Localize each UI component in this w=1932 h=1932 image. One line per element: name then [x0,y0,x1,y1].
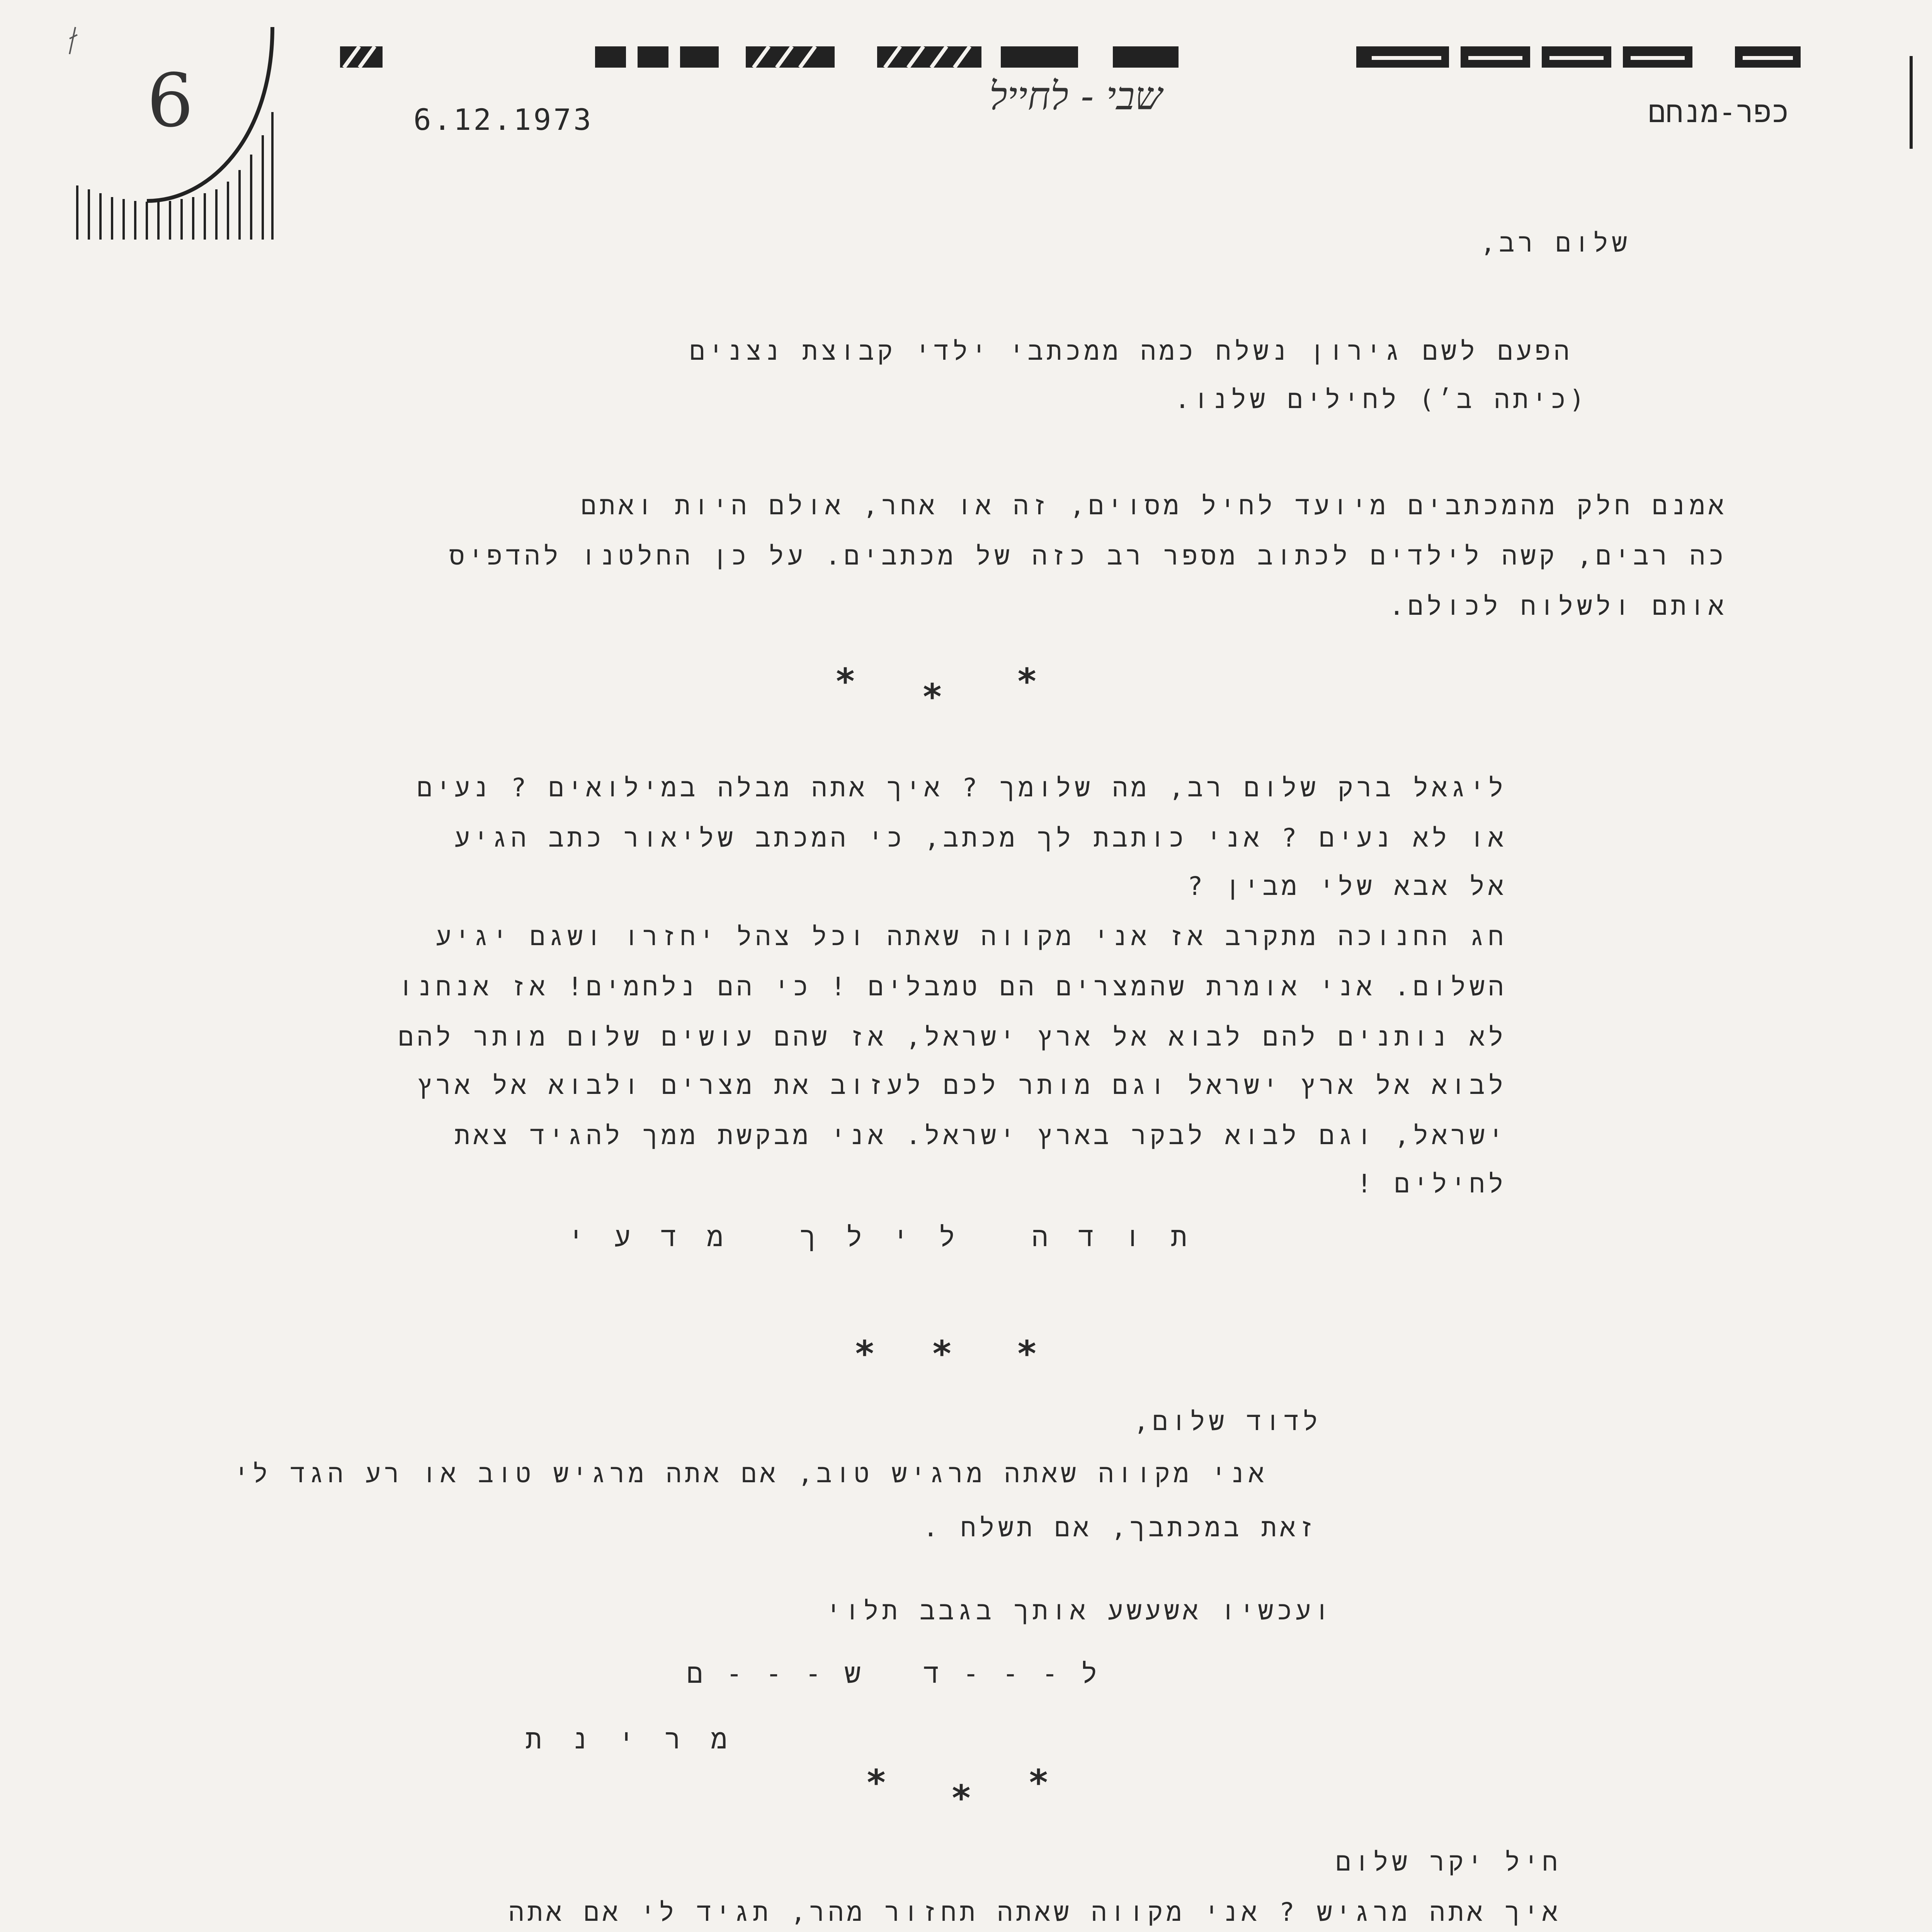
letter2-line: ועכשיו אשעשע אותך בגבב תלוי [826,1596,1333,1626]
letter3-line: איך אתה מרגיש ? אני מקווה שאתה תחזור מהר, תגיד לי אם אתה [509,1897,1561,1927]
letter1-line: לחילים ! [1356,1169,1507,1199]
signature-lilach: תודה לילך מדעי [568,1221,1217,1253]
preface-line: כה רבים, קשה לילדים לכתוב מספר רב כזה של מכתבים. על כן החלטנו להדפיס [449,541,1727,571]
handwritten-note: שבי - לחייל [989,73,1162,119]
letter2-line: אני מקווה שאתה מרגיש טוב, אם אתה מרגיש טוב או רע הגד לי [233,1459,1267,1488]
letter1-line: ליגאל ברק שלום רב, מה שלומך ? איך אתה מבלה במילואים ? נעים [417,773,1507,803]
riddle: ל---ד ש---ם [686,1658,1121,1689]
letter1-line: חג החנוכה מתקרב אז אני מקווה שאתה וכל צהל יחזרו ושגם יגיע [436,922,1507,951]
preface-line: אמנם חלק מהמכתבים מיועד לחיל מסוים, זה או אחר, אולם היות ואתם [581,491,1727,520]
preface-line: אותם ולשלוח לכולם. [1389,591,1727,621]
page-number: 6 [147,58,194,143]
letter2-opening: לדוד שלום, [1133,1406,1321,1436]
signature-marinat: מרינת [525,1723,757,1755]
letter1-line: לבוא אל ארץ ישראל וגם מותר לכם לעזוב את מצרים ולבוא אל ארץ [417,1070,1507,1100]
letter2-line: זאת במכתבך, אם תשלח . [923,1513,1318,1543]
document-page: 6 6.12.1973 שבי - לחייל כפר-מנחם שלום רב, הפעם לשם גירון נשלח כמה ממכתבי ילדי קבוצת נצנים (כיתה ב׳) לחילים שלנו. אמנם חלק מהמכתבים מיועד לחיל מסוים, זה או אחר, אולם היות ואתם כה רבים, קשה לילדים לכתוב מספר רב כזה של מכתבים. על כן החלטנו להדפיס אותם ולשלוח לכולם. * * * ליגאל ברק שלום רב, מה שלומך ? איך אתה מבלה במילואים ? נעים או לא נעים ? אני כותבת לך מכתב, כי המכתב שליאור כתב הגיע אל אבא שלי מבין ? חג החנוכה מתקרב אז אני מקווה שאתה וכל צהל יחזרו ושגם יגיע השלום. אני אומרת שהמצרים הם טמבלים ! כי הם נלחמים! אז אנחנו לא נותנים להם לבוא אל ארץ ישראל, אז שהם עושים שלום מותר להם לבוא אל ארץ ישראל וגם מותר לכם לעזוב את מצרים ולבוא אל ארץ ישראל, וגם לבוא לבקר בארץ ישראל. אני מבקשת ממך להגיד צאת לחילים ! תודה לילך מדעי * * * לדוד שלום, אני מקווה שאתה מרגיש טוב, אם אתה מרגיש טוב או רע הגד לי זאת במכתבך, אם תשלח . ועכשיו אשעשע אותך בגבב תלוי ל---ד ש---ם מרינת * * * חיל יקר שלום איך אתה מרגיש ? אני מקווה שאתה תחזור מהר, תגיד לי אם אתה [0,0,1932,1932]
letterhead-border [328,43,1804,73]
letter1-line: ישראל, וגם לבוא לבקר בארץ ישראל. אני מבקשת ממך להגיד צאת [454,1121,1507,1150]
intro-line: הפעם לשם גירון נשלח כמה ממכתבי ילדי קבוצת נצנים [689,336,1573,366]
letter1-line: לא נותנים להם לבוא אל ארץ ישראל, אז שהם עושים שלום מותר להם [398,1022,1507,1052]
letterhead-place: כפר-מנחם [1648,95,1789,129]
letter1-line: אל אבא שלי מבין ? [1187,871,1507,901]
letter-date: 6.12.1973 [413,102,594,137]
letter1-line: או לא נעים ? אני כותבת לך מכתב, כי המכתב שליאור כתב הגיע [454,823,1507,853]
letter1-line: השלום. אני אומרת שהמצרים הם טמבלים ! כי הם נלחמים! אז אנחנו [398,972,1507,1002]
letter3-opening: חיל יקר שלום [1335,1847,1561,1877]
intro-line: (כיתה ב׳) לחילים שלנו. [1174,384,1588,414]
greeting: שלום רב, [1480,228,1631,258]
edge-mark [1910,56,1913,149]
